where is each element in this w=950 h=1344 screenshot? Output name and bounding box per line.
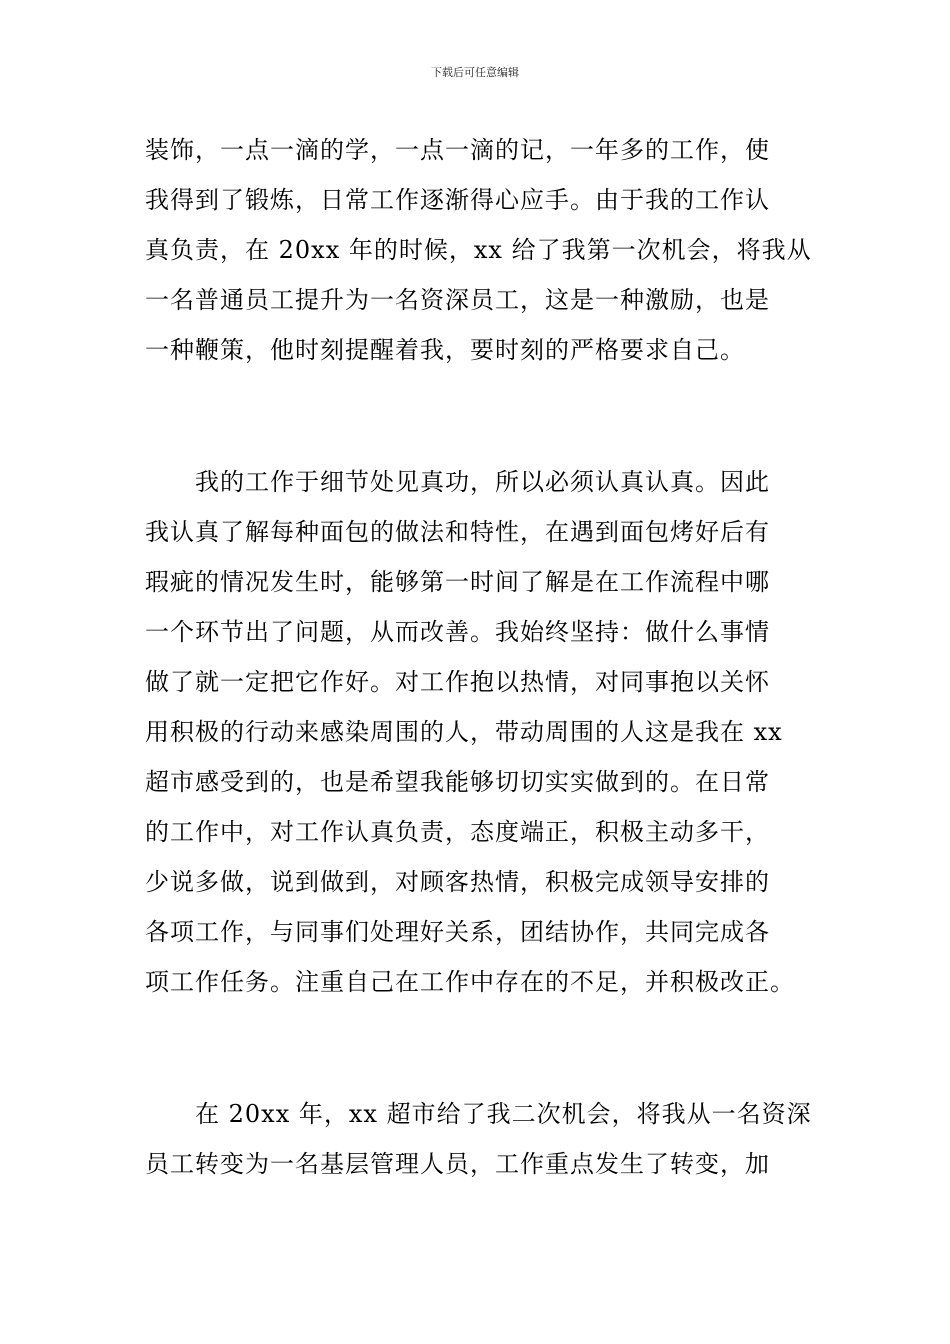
text-line: 一个环节出了问题，从而改善。我始终坚持：做什么事情 bbox=[145, 618, 770, 646]
paragraph-2 bbox=[145, 457, 807, 1007]
text-line: 员工转变为一名基层管理人员，工作重点发生了转变，加 bbox=[145, 1150, 770, 1178]
text-line: 在 20xx 年，xx 超市给了我二次机会，将我从一名资深 bbox=[145, 1100, 812, 1128]
text-line: 瑕疵的情况发生时，能够第一时间了解是在工作流程中哪 bbox=[145, 568, 770, 596]
paragraph-3 bbox=[145, 1089, 812, 1189]
text-line: 用积极的行动来感染周围的人，带动周围的人这是我在 xx bbox=[145, 718, 783, 746]
text-line: 我的工作于细节处见真功，所以必须认真认真。因此 bbox=[145, 468, 770, 496]
text-line: 的工作中，对工作认真负责，态度端正，积极主动多干， bbox=[145, 818, 770, 846]
text-line: 各项工作，与同事们处理好关系，团结协作，共同完成各 bbox=[145, 918, 770, 946]
page-header: 下载后可任意编辑 bbox=[431, 66, 519, 79]
text-line: 做了就一定把它作好。对工作抱以热情，对同事抱以关怀 bbox=[145, 668, 770, 696]
text-line: 项工作任务。注重自己在工作中存在的不足，并积极改正。 bbox=[145, 968, 795, 996]
paragraph-spacer bbox=[145, 1007, 807, 1089]
text-line: 一种鞭策，他时刻提醒着我，要时刻的严格要求自己。 bbox=[145, 336, 745, 364]
paragraph-spacer bbox=[145, 375, 807, 457]
text-line: 少说多做，说到做到，对顾客热情，积极完成领导安排的 bbox=[145, 868, 770, 896]
text-line: 超市感受到的，也是希望我能够切切实实做到的。在日常 bbox=[145, 768, 770, 796]
paragraph-1 bbox=[145, 125, 812, 375]
text-line: 真负责，在 20xx 年的时候，xx 给了我第一次机会，将我从 bbox=[145, 236, 812, 264]
document-body bbox=[145, 125, 812, 1189]
text-line: 装饰，一点一滴的学，一点一滴的记，一年多的工作，使 bbox=[145, 136, 770, 164]
text-line: 我认真了解每种面包的做法和特性，在遇到面包烤好后有 bbox=[145, 518, 770, 546]
text-line: 一名普通员工提升为一名资深员工，这是一种激励，也是 bbox=[145, 286, 770, 314]
text-line: 我得到了锻炼，日常工作逐渐得心应手。由于我的工作认 bbox=[145, 186, 770, 214]
